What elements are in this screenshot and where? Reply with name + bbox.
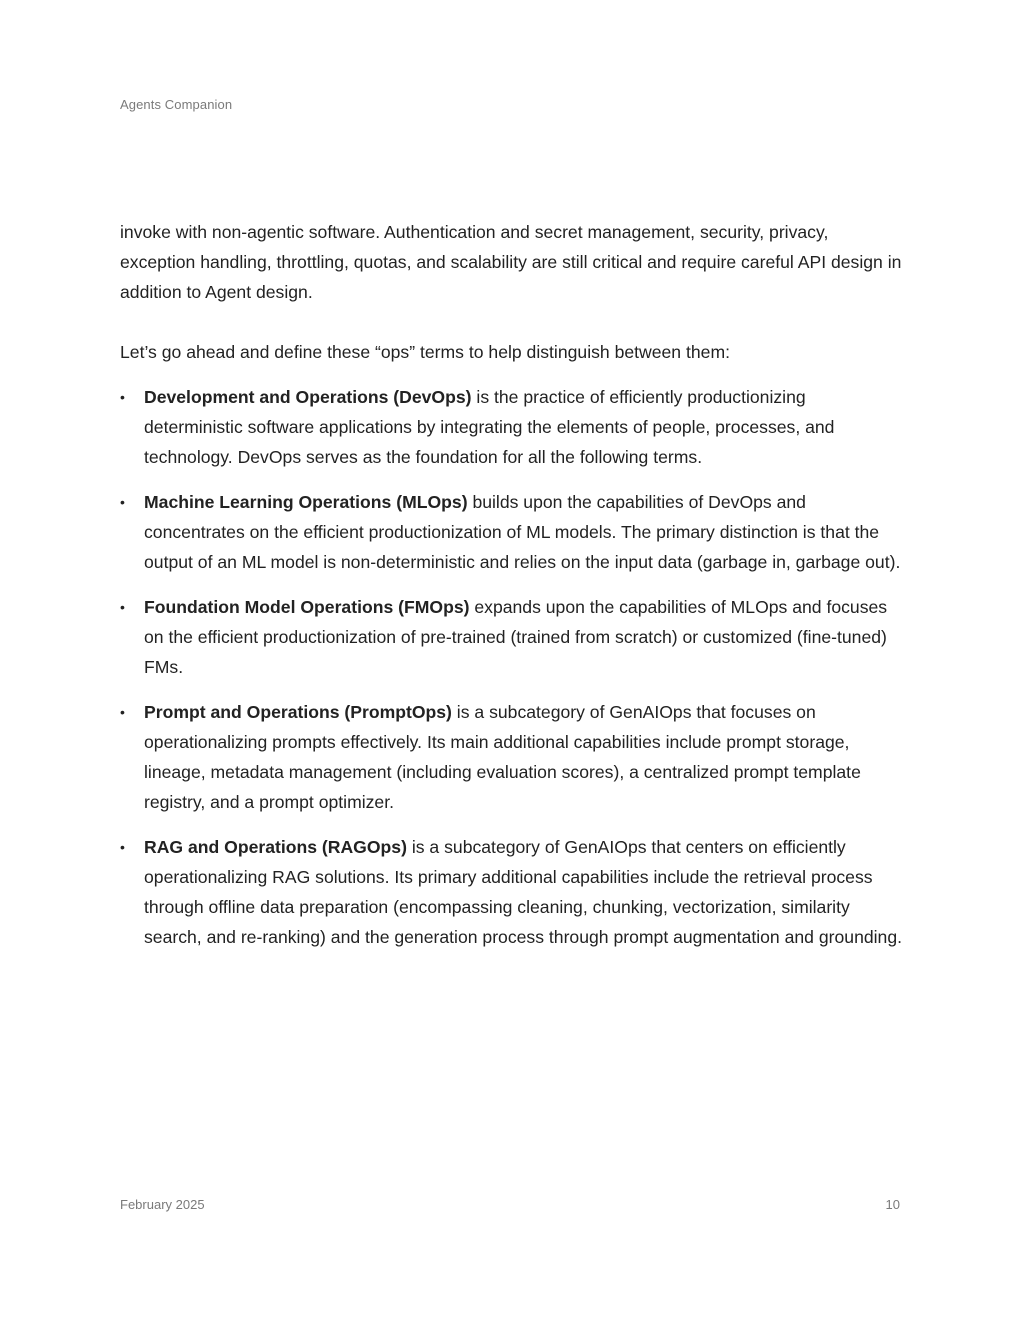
term-label: RAG and Operations (RAGOps) (144, 837, 407, 857)
term-definition: builds upon the capabilities of DevOps and concentrates on the efficient productionization of ML models. The primary distinction is that the output of an ML model is non-deterministic and relies on the input data (garbage in, garbage out). (144, 492, 901, 572)
bullet-icon: • (120, 389, 125, 405)
footer-date: February 2025 (120, 1197, 205, 1212)
bullet-icon: • (120, 599, 125, 615)
list-item-fmops (120, 592, 905, 682)
term-definition: is the practice of efficiently productionizing deterministic software applications by integrating the elements of people, processes, and technology. DevOps serves as the foundation for all the following terms. (144, 387, 835, 467)
list-item-promptops (120, 697, 905, 817)
term-definition: expands upon the capabilities of MLOps and focuses on the efficient productionization of pre-trained (trained from scratch) or customized (fine-tuned) FMs. (144, 597, 888, 677)
page-body (120, 217, 905, 967)
bullet-icon: • (120, 494, 125, 510)
page-number: 10 (885, 1197, 900, 1212)
running-header-title: Agents Companion (120, 97, 233, 112)
term-label: Foundation Model Operations (FMOps) (144, 597, 470, 617)
list-item-mlops (120, 487, 905, 577)
intro-paragraph: invoke with non-agentic software. Authentication and secret management, security, privacy, exception handling, throttling, quotas, and scalability are still critical and require careful API design in addition to Agent design. (120, 222, 902, 302)
lead-paragraph: Let’s go ahead and define these “ops” terms to help distinguish between them: (120, 342, 730, 362)
bullet-icon: • (120, 704, 125, 720)
term-definition: is a subcategory of GenAIOps that focuses on operationalizing prompts effectively. Its main additional capabilities include prompt storage, lineage, metadata management (including evaluation scores), a centralized prompt template registry, and a prompt optimizer. (144, 702, 861, 812)
term-label: Development and Operations (DevOps) (144, 387, 472, 407)
term-label: Prompt and Operations (PromptOps) (144, 702, 452, 722)
list-item-ragops (120, 832, 905, 952)
list-item-devops (120, 382, 905, 472)
term-definition: is a subcategory of GenAIOps that centers on efficiently operationalizing RAG solutions. Its primary additional capabilities include the retrieval process through offline data preparation (encompassing cleaning, chunking, vectorization, similarity search, and re-ranking) and the generation process through prompt augmentation and grounding. (144, 837, 903, 947)
ops-terms-list (120, 382, 905, 952)
term-label: Machine Learning Operations (MLOps) (144, 492, 468, 512)
bullet-icon: • (120, 839, 125, 855)
